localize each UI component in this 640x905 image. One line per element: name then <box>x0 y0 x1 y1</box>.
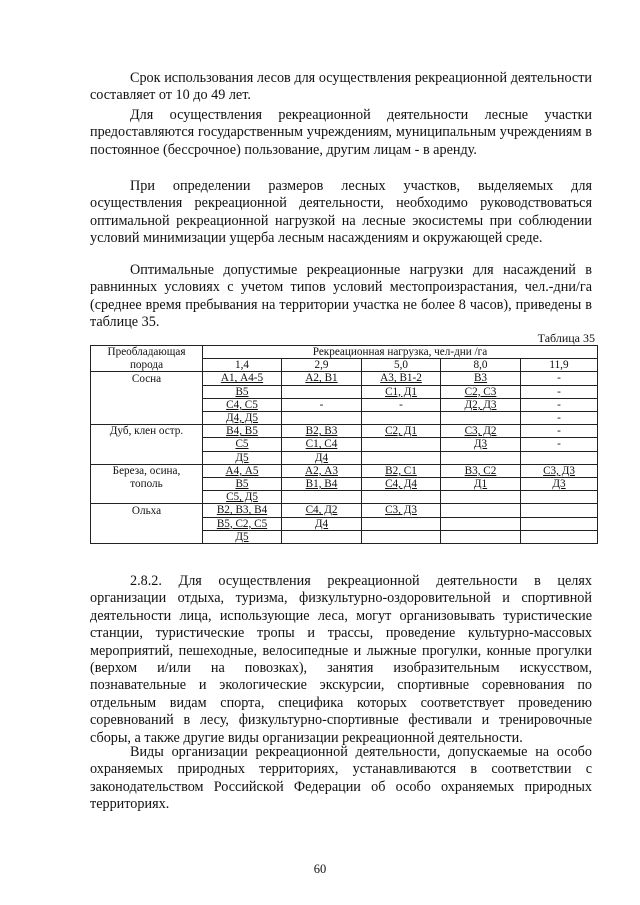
table-row <box>91 530 598 543</box>
table-row <box>91 425 598 438</box>
load-cell <box>362 438 441 451</box>
load-cell <box>521 451 598 464</box>
load-cell <box>441 530 521 543</box>
load-value: 1,4 <box>203 359 282 372</box>
species-cell <box>91 412 203 425</box>
table-row <box>91 464 598 477</box>
load-cell: - <box>521 398 598 411</box>
load-value: 11,9 <box>521 359 598 372</box>
load-cell <box>282 530 362 543</box>
load-cell: С3, Д3 <box>521 464 598 477</box>
load-cell: В2, В3 <box>282 425 362 438</box>
load-cell <box>362 530 441 543</box>
load-cell: - <box>521 372 598 385</box>
load-cell <box>282 385 362 398</box>
paragraph-optimal-loads: Оптимальные допустимые рекреационные нагрузки для насаждений в равнинных условиях с учетом типов условий местопроизрастания, чел.-дни/га (среднее время пребывания на территории участка не более 8 часов), приведены в таблице 35. <box>90 262 592 331</box>
paragraph-plot-size: При определении размеров лесных участков, выделяемых для осуществления рекреационной деятельности, необходимо руководствоваться оптимальной рекреационной нагрузкой на лесные экосистемы при соблюдении условий минимизации ущерба лесным насаждениям и окружающей среде. <box>90 178 592 247</box>
species-cell: тополь <box>91 478 203 491</box>
load-cell <box>282 412 362 425</box>
paragraph-forest-use-term: Срок использования лесов для осуществления рекреационной деятельности составляет от 10 до 49 лет. <box>90 70 592 104</box>
load-cell: С4, С5 <box>203 398 282 411</box>
load-cell: В5, С2, С5 <box>203 517 282 530</box>
table-header-row <box>91 346 598 359</box>
species-cell <box>91 398 203 411</box>
load-cell: - <box>521 385 598 398</box>
species-cell <box>91 491 203 504</box>
species-cell <box>91 530 203 543</box>
paragraph-recreation-organization: 2.8.2. Для осуществления рекреационной деятельности в целях организации отдыха, туризма, физкультурно-оздоровительной и спортивной деятельности лица, использующие леса, могут организовывать туристические станции, туристические тропы и трассы, проведение культурно-массовых мероприятий, пешеходные, велосипедные и лыжные прогулки, конные прогулки (верхом и/или на повозках), занятия изобразительным искусством, познавательные и экологические экскурсии, спортивные соревнования по отдельным видам спорта, специфика которых соответствует проведению соревнований в лесу, физкультурно-спортивные фестивали и тренировочные сборы, а также другие виды организации рекреационной деятельности. <box>90 573 592 746</box>
load-cell: - <box>521 412 598 425</box>
load-cell: Д3 <box>441 438 521 451</box>
load-cell: А1, А4-5 <box>203 372 282 385</box>
load-cell: С1, Д1 <box>362 385 441 398</box>
load-cell: В5 <box>203 385 282 398</box>
load-cell: С5, Д5 <box>203 491 282 504</box>
header-species: Преобладающая <box>91 346 203 359</box>
paragraph-land-provision: Для осуществления рекреационной деятельности лесные участки предоставляются государственным учреждениям, муниципальным учреждениям в постоянное (бессрочное) пользование, другим лицам - в аренду. <box>90 107 592 158</box>
header-load: Рекреационная нагрузка, чел-дни /га <box>203 346 598 359</box>
species-cell: Ольха <box>91 504 203 517</box>
load-cell: С4, Д4 <box>362 478 441 491</box>
load-cell <box>362 517 441 530</box>
species-cell <box>91 517 203 530</box>
table-row <box>91 385 598 398</box>
load-cell: А4, А5 <box>203 464 282 477</box>
load-cell <box>282 491 362 504</box>
load-cell: В2, С1 <box>362 464 441 477</box>
load-cell: А2, В1 <box>282 372 362 385</box>
table-row <box>91 491 598 504</box>
load-cell: А3, В1-2 <box>362 372 441 385</box>
load-cell: Д1 <box>441 478 521 491</box>
load-cell: Д5 <box>203 451 282 464</box>
load-cell <box>362 491 441 504</box>
load-cell <box>441 517 521 530</box>
load-cell: Д3 <box>521 478 598 491</box>
load-cell <box>521 491 598 504</box>
load-cell <box>521 517 598 530</box>
load-cell: В2, В3, В4 <box>203 504 282 517</box>
load-cell <box>441 504 521 517</box>
table-row <box>91 504 598 517</box>
paragraph-protected-areas: Виды организации рекреационной деятельности, допускаемые на особо охраняемых природных территориях, устанавливаются в соответствии с законодательством Российской Федерации об особо охраняемых природных территориях. <box>90 744 592 813</box>
load-cell: Д2, Д3 <box>441 398 521 411</box>
load-cell: В3, С2 <box>441 464 521 477</box>
load-cell: А2, А3 <box>282 464 362 477</box>
load-cell: С2, С3 <box>441 385 521 398</box>
species-cell <box>91 438 203 451</box>
load-cell: С5 <box>203 438 282 451</box>
table-row <box>91 451 598 464</box>
species-cell: Береза, осина, <box>91 464 203 477</box>
table-caption: Таблица 35 <box>537 331 595 345</box>
load-cell: В5 <box>203 478 282 491</box>
load-cell: С1, С4 <box>282 438 362 451</box>
load-cell <box>521 504 598 517</box>
load-cell: - <box>362 398 441 411</box>
load-cell <box>521 530 598 543</box>
species-cell: Сосна <box>91 372 203 385</box>
load-cell <box>441 491 521 504</box>
load-cell <box>362 451 441 464</box>
recreational-load-table <box>90 345 598 544</box>
load-cell: В1, В4 <box>282 478 362 491</box>
load-cell: С4, Д2 <box>282 504 362 517</box>
load-cell: - <box>521 438 598 451</box>
load-cell: Д4 <box>282 517 362 530</box>
table-row <box>91 372 598 385</box>
load-cell: Д4, Д5 <box>203 412 282 425</box>
load-cell: - <box>282 398 362 411</box>
load-cell: С3, Д2 <box>441 425 521 438</box>
load-cell: С3, Д3 <box>362 504 441 517</box>
load-cell: Д4 <box>282 451 362 464</box>
species-cell <box>91 451 203 464</box>
load-cell: С2, Д1 <box>362 425 441 438</box>
header-species-line2: порода <box>91 359 203 372</box>
page-number: 60 <box>313 862 327 876</box>
load-cell <box>441 412 521 425</box>
load-cell: В3 <box>441 372 521 385</box>
table-row <box>91 438 598 451</box>
species-cell <box>91 385 203 398</box>
load-cell <box>362 412 441 425</box>
load-cell <box>441 451 521 464</box>
load-value: 2,9 <box>282 359 362 372</box>
load-cell: - <box>521 425 598 438</box>
load-cell: В4, В5 <box>203 425 282 438</box>
table-row <box>91 478 598 491</box>
load-value: 8,0 <box>441 359 521 372</box>
table-row <box>91 398 598 411</box>
load-cell: Д5 <box>203 530 282 543</box>
table-header-values-row <box>91 359 598 372</box>
table-row <box>91 517 598 530</box>
species-cell: Дуб, клен остр. <box>91 425 203 438</box>
load-value: 5,0 <box>362 359 441 372</box>
table-row <box>91 412 598 425</box>
